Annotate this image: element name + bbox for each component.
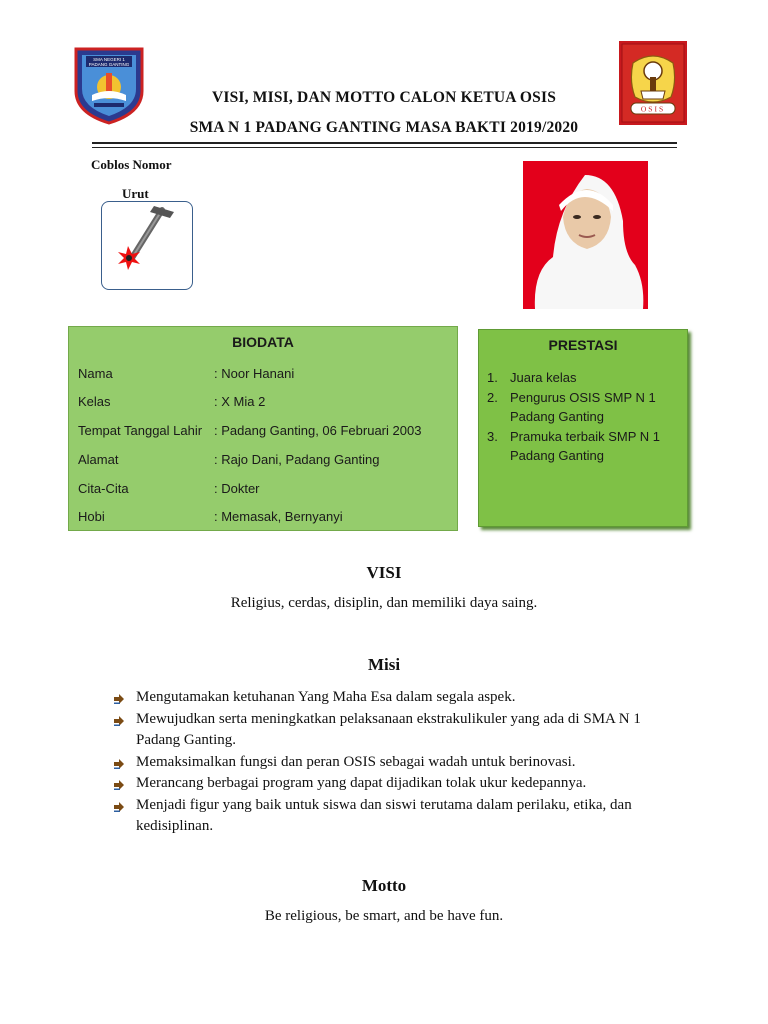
biodata-title: BIODATA (232, 334, 294, 350)
visi-heading: VISI (366, 563, 402, 582)
list-item (113, 687, 673, 709)
list-item (487, 368, 679, 388)
list-item (487, 388, 679, 427)
misi-item-text: Merancang berbagai program yang dapat dijadikan tolak ukur kedepannya. (136, 775, 587, 791)
logo-left-text-2: PADANG GANTING (88, 62, 130, 67)
header-divider-thin (92, 147, 677, 148)
misi-item-text: Memaksimalkan fungsi dan peran OSIS sebagai wadah untuk berinovasi. (136, 753, 576, 770)
misi-item-text: Menjadi figur yang baik untuk siswa dan siswi terutama dalam perilaku, etika, dan kedisiplinan. (136, 796, 632, 834)
logo-left-text-1: SMA NEGERI 1 (93, 57, 125, 62)
misi-item-text: Mewujudkan serta meningkatkan pelaksanaan ekstrakulikuler yang ada di SMA N 1 Padang Ganting. (136, 710, 641, 748)
prestasi-list (487, 368, 679, 466)
list-number: 1. (487, 370, 498, 385)
biodata-value: : X Mia 2 (214, 394, 266, 409)
header-divider (92, 142, 677, 144)
misi-item-text: Mengutamakan ketuhanan Yang Maha Esa dalam segala aspek. (136, 689, 516, 705)
list-item (487, 427, 679, 466)
page-title: VISI, MISI, DAN MOTTO CALON KETUA OSIS (211, 89, 557, 106)
list-text: Pramuka terbaik SMP N 1 Padang Ganting (510, 428, 661, 463)
osis-logo (619, 41, 687, 125)
arrow-bullet-icon (113, 757, 125, 769)
biodata-label: Tempat Tanggal Lahir (78, 423, 203, 438)
biodata-value: : Rajo Dani, Padang Ganting (214, 452, 380, 467)
prestasi-panel (478, 329, 688, 527)
biodata-panel (68, 326, 458, 531)
misi-list (113, 687, 673, 838)
arrow-bullet-icon (113, 778, 125, 790)
prestasi-title: PRESTASI (548, 337, 618, 353)
biodata-label: Cita-Cita (78, 481, 129, 496)
candidate-photo (523, 161, 648, 309)
ballot-box[interactable] (101, 201, 193, 290)
vote-label-2: Urut (122, 186, 149, 201)
biodata-value: : Padang Ganting, 06 Februari 2003 (214, 423, 422, 438)
arrow-bullet-icon (113, 692, 125, 704)
biodata-label: Hobi (78, 509, 105, 524)
biodata-label: Alamat (78, 452, 119, 467)
biodata-value: : Noor Hanani (214, 366, 295, 381)
visi-text: Religius, cerdas, disiplin, dan memiliki daya saing. (230, 595, 538, 611)
list-item (113, 773, 673, 795)
list-item (113, 795, 673, 838)
page-subtitle: SMA N 1 PADANG GANTING MASA BAKTI 2019/2020 (189, 119, 579, 136)
biodata-value: : Memasak, Bernyanyi (214, 509, 343, 524)
vote-label: Coblos Nomor (91, 157, 172, 172)
biodata-value: : Dokter (214, 481, 260, 496)
list-number: 3. (487, 428, 498, 444)
list-item (113, 752, 673, 774)
list-number: 2. (487, 389, 498, 405)
misi-heading: Misi (367, 655, 401, 674)
logo-right-text: OSIS (640, 104, 666, 114)
list-text: Juara kelas (510, 370, 577, 385)
motto-heading: Motto (361, 876, 407, 895)
nail-icon (102, 202, 192, 289)
arrow-bullet-icon (113, 714, 125, 726)
biodata-label: Nama (78, 366, 113, 381)
list-text: Pengurus OSIS SMP N 1 Padang Ganting (510, 389, 656, 424)
school-logo (70, 43, 148, 125)
arrow-bullet-icon (113, 800, 125, 812)
motto-text: Be religious, be smart, and be have fun. (264, 908, 504, 924)
list-item (113, 709, 673, 752)
biodata-label: Kelas (78, 394, 111, 409)
